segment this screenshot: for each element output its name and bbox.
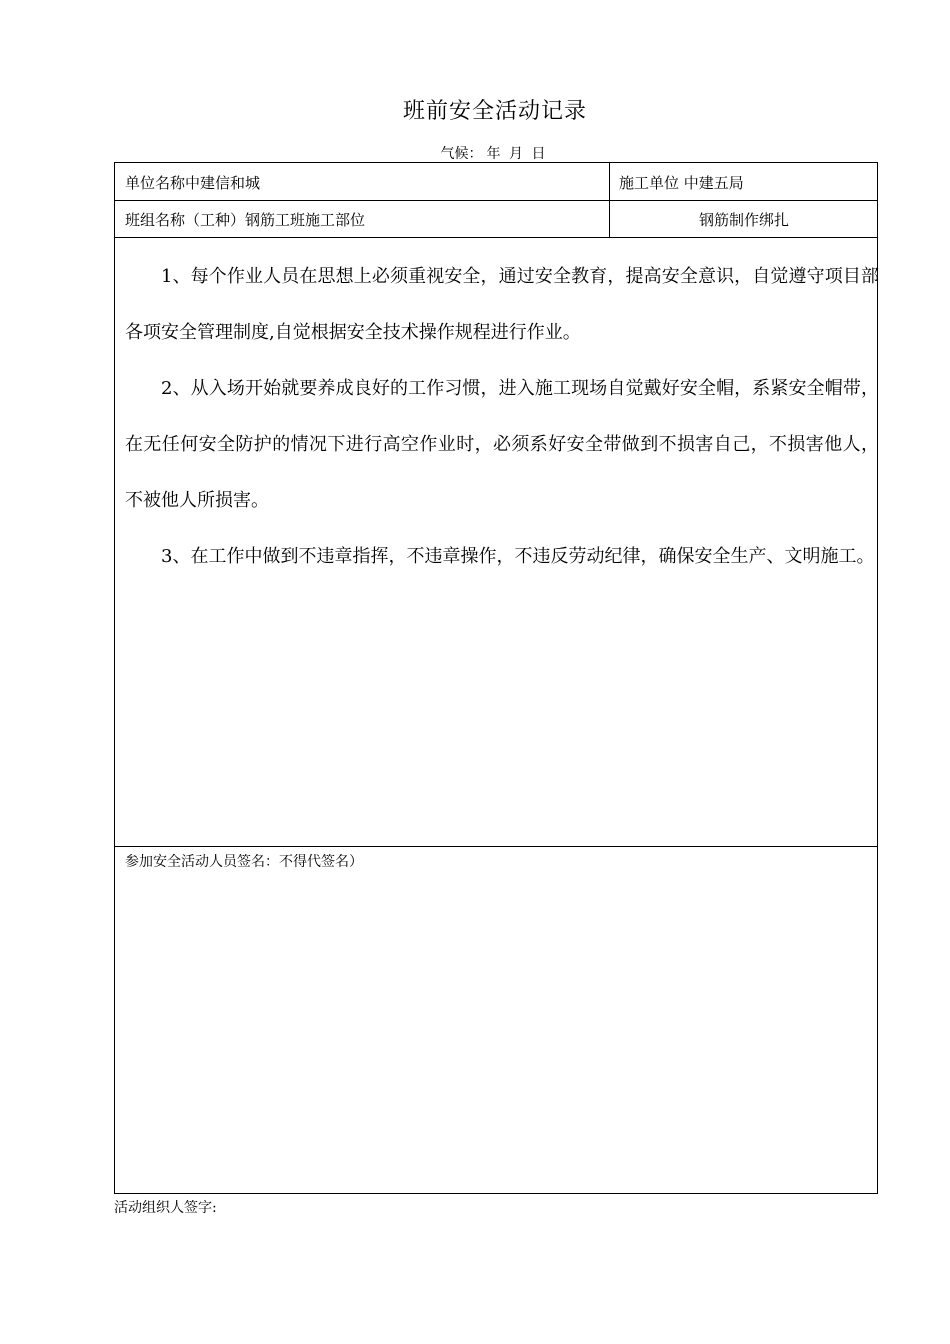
safety-content (125, 249, 879, 585)
record-table (114, 162, 878, 1194)
row-divider (115, 200, 877, 201)
row-divider (115, 237, 877, 238)
day-label: 日 (531, 146, 546, 162)
page-title: 班前安全活动记录 (402, 99, 587, 124)
content-paragraph-3: 3、在工作中做到不违章指挥，不违章操作，不违反劳动纪律，确保安全生产、文明施工。 (161, 546, 875, 567)
row-divider (115, 846, 877, 847)
weather-label: 气候： (440, 146, 483, 162)
organizer-signature-label: 活动组织人签字: (114, 1200, 217, 1216)
team-name-cell: 班组名称（工种）钢筋工班施工部位 (125, 211, 366, 229)
year-label: 年 (486, 146, 501, 162)
work-part-cell: 钢筋制作绑扎 (698, 211, 789, 229)
content-paragraph-2: 2、从入场开始就要养成良好的工作习惯，进入施工现场自觉戴好安全帽，系紧安全帽带，在无任何安全防护的情况下进行高空作业时，必须系好安全带做到不损害自己，不损害他人，不被他人所损害。 (125, 378, 879, 511)
participants-signature-label: 参加安全活动人员签名：不得代签名） (125, 854, 363, 870)
unit-name-cell: 单位名称中建信和城 (125, 174, 261, 192)
weather-date-line (0, 143, 950, 163)
content-paragraph-1: 1、每个作业人员在思想上必须重视安全，通过安全教育，提高安全意识，自觉遵守项目部各项安全管理制度,自觉根据安全技术操作规程进行作业。 (125, 266, 879, 343)
construction-unit-cell: 施工单位 中建五局 (619, 174, 744, 192)
month-label: 月 (509, 146, 523, 162)
